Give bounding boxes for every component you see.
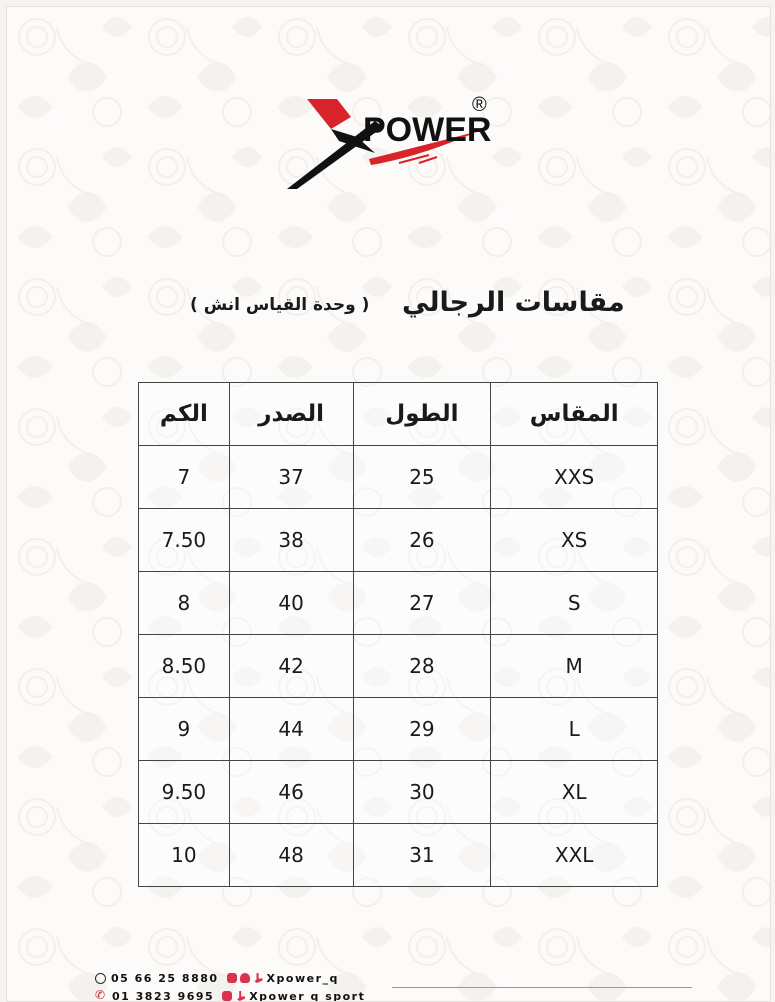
header-sleeve: الكم: [139, 383, 230, 446]
instagram-icon: [227, 973, 237, 983]
logo-wordmark: POWER: [363, 111, 491, 149]
snapchat-icon: [240, 973, 250, 983]
cell-chest: 46: [229, 761, 353, 824]
cell-length: 29: [353, 698, 491, 761]
cell-chest: 38: [229, 509, 353, 572]
table-row: [139, 698, 658, 761]
table-row: [139, 824, 658, 887]
social-handle: Xpower_q: [267, 972, 339, 985]
xpower-logo: [279, 89, 499, 199]
table-header-row: [139, 383, 658, 446]
cell-sleeve: 7: [139, 446, 230, 509]
cell-size: XS: [491, 509, 658, 572]
cell-length: 31: [353, 824, 491, 887]
phone-icon: ✆: [95, 989, 107, 1001]
cell-length: 28: [353, 635, 491, 698]
size-chart-page: [6, 6, 771, 1002]
table-row: [139, 446, 658, 509]
cell-size: M: [491, 635, 658, 698]
table-row: [139, 635, 658, 698]
cell-sleeve: 7.50: [139, 509, 230, 572]
social-handle-sport: Xpower q sport: [249, 990, 365, 1002]
cell-sleeve: 8.50: [139, 635, 230, 698]
whatsapp-icon: [95, 973, 106, 984]
contact-row-1: [95, 969, 365, 987]
cell-length: 26: [353, 509, 491, 572]
header-chest: الصدر: [229, 383, 353, 446]
size-table: [138, 382, 658, 887]
cell-size: L: [491, 698, 658, 761]
table-row: [139, 761, 658, 824]
phone-number: 01 3823 9695: [112, 990, 214, 1002]
cell-chest: 40: [229, 572, 353, 635]
logo-red-swoosh: [307, 99, 351, 129]
cell-sleeve: 9.50: [139, 761, 230, 824]
footer-divider-line: [392, 987, 692, 988]
registered-mark: ®: [472, 94, 487, 116]
measurement-unit-note: ( وحدة القياس انش ): [190, 295, 369, 315]
cell-chest: 37: [229, 446, 353, 509]
contact-footer: [95, 969, 365, 1002]
page-title: مقاسات الرجالي: [402, 287, 625, 318]
table-row: [139, 572, 658, 635]
cell-size: S: [491, 572, 658, 635]
cell-chest: 44: [229, 698, 353, 761]
cell-size: XXL: [491, 824, 658, 887]
cell-chest: 48: [229, 824, 353, 887]
cell-length: 25: [353, 446, 491, 509]
whatsapp-number: 05 66 25 8880: [111, 972, 219, 985]
header-size: المقاس: [491, 383, 658, 446]
cell-size: XL: [491, 761, 658, 824]
cell-chest: 42: [229, 635, 353, 698]
cell-length: 30: [353, 761, 491, 824]
header-length: الطول: [353, 383, 491, 446]
cell-sleeve: 10: [139, 824, 230, 887]
cell-size: XXS: [491, 446, 658, 509]
table-row: [139, 509, 658, 572]
cell-length: 27: [353, 572, 491, 635]
tiktok-icon: [253, 973, 263, 983]
cell-sleeve: 8: [139, 572, 230, 635]
social-icons: [227, 973, 263, 983]
cell-sleeve: 9: [139, 698, 230, 761]
